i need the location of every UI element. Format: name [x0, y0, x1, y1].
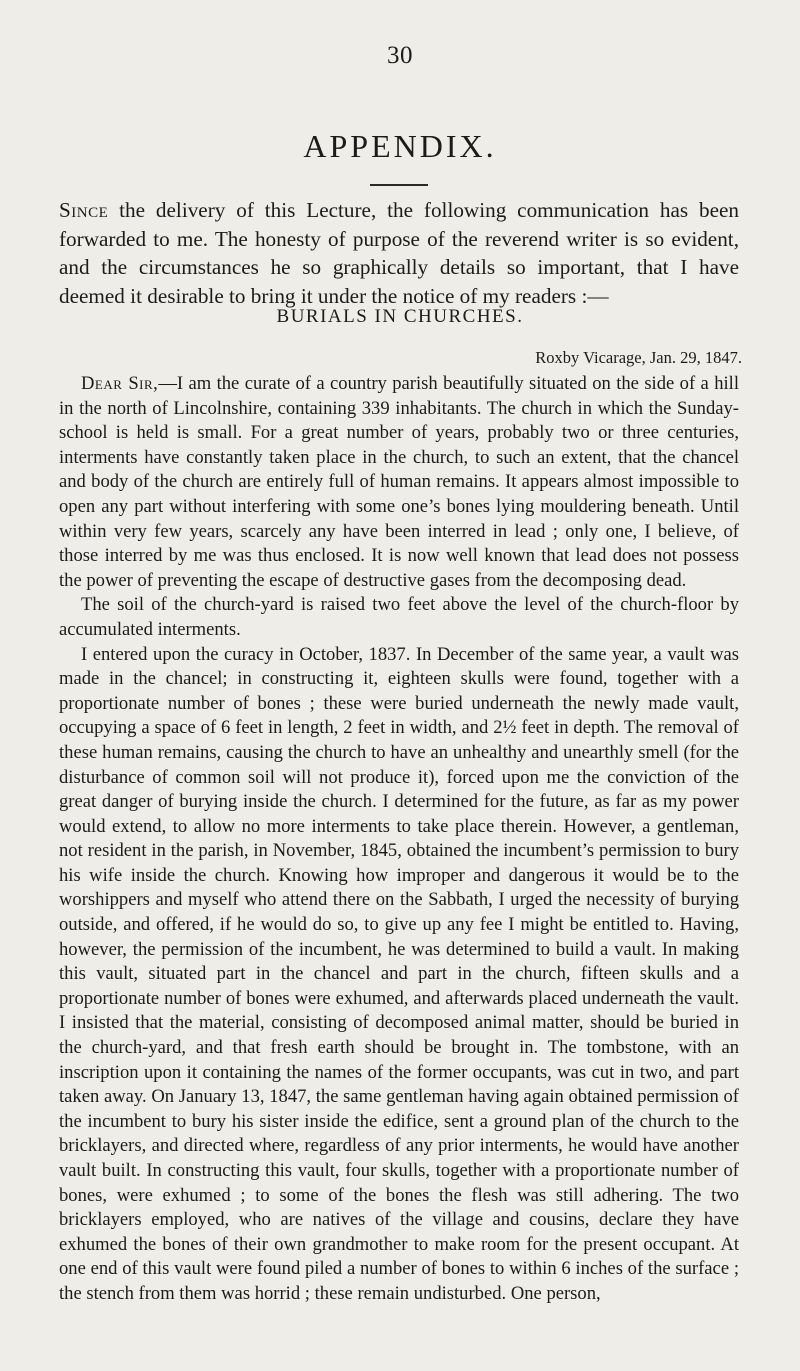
letter-paragraph [59, 372, 739, 593]
letter-dateline: Roxby Vicarage, Jan. 29, 1847. [535, 348, 742, 367]
section-heading: BURIALS IN CHURCHES. [276, 306, 524, 327]
letter-paragraph-text: —I am the curate of a country parish beautifully situated on the side of a hill in the north of Lincolnshire, containing 339 inhabitants. The church in which the Sunday-school is held is small. For a great number of years, probably two or three centuries, interments have constantly taken place in the church, to such an extent, that the chancel and body of the church are entirely full of human remains. It appears almost impossible to open any part without interfering with some one’s bones lying mouldering beneath. Until within very few years, scarcely any have been interred in lead ; only one, I believe, of those interred by me was thus enclosed. It is now well known that lead does not possess the power of preventing the escape of destructive gases from the decomposing dead. [59, 373, 739, 591]
letter-paragraph: The soil of the church-yard is raised two feet above the level of the church-floor by accumulated interments. [59, 594, 739, 640]
intro-paragraph [59, 196, 739, 310]
page-title: APPENDIX. [303, 128, 497, 164]
letter-body [59, 372, 739, 1307]
intro-lead-word: Since [59, 198, 109, 222]
intro-text: the delivery of this Lecture, the following communication has been forwarded to me. The honesty of purpose of the reverend writer is so evident, and the circumstances he so graphically details so important, that I have deemed it desirable to bring it under the notice of my readers :— [59, 198, 739, 308]
letter-paragraph: I entered upon the curacy in October, 1837. In December of the same year, a vault was made in the chancel; in constructing it, eighteen skulls were found, together with a proportionate number of bones ; these were buried underneath the newly made vault, occupying a space of 6 feet in length, 2 feet in width, and 2½ feet in depth. The removal of these human remains, causing the church to have an unhealthy and unearthly smell (for the disturbance of common soil will not produce it), forced upon me the conviction of the great danger of burying inside the church. I determined for the future, as far as my power would extend, to allow no more interments to take place therein. However, a gentleman, not resident in the parish, in November, 1845, obtained the incumbent’s permission to bury his wife inside the church. Knowing how improper and dangerous it would be to the worshippers and myself who attend there on the Sabbath, I urged the necessity of burying outside, and offered, if he would do so, to give up any fee I might be entitled to. Having, however, the permission of the incumbent, he was determined to build a vault. In making this vault, situated part in the chancel and part in the church, fifteen skulls and a proportionate number of bones were exhumed, and afterwards placed underneath the vault. I insisted that the material, consisting of decomposed animal matter, should be buried in the church-yard, and that fresh earth should be brought in. The tombstone, with an inscription upon it containing the names of the former occupants, was cut in two, and part taken away. On January 13, 1847, the same gentleman having again obtained permission of the incumbent to bury his sister inside the edifice, sent a ground plan of the church to the bricklayers, and directed where, regardless of any prior interments, he would have another vault built. In constructing this vault, four skulls, together with a proportionate number of bones, were exhumed ; to some of the bones the flesh was still adhering. The two bricklayers employed, who are natives of the village and cousins, declare they have exhumed the bones of their own grandmother to make room for the present occupant. At one end of this vault were found piled a number of bones to within 6 inches of the surface ; the stench from them was horrid ; these remain undisturbed. One person, [59, 643, 739, 1304]
letter-salutation: Dear Sir, [81, 373, 159, 394]
title-divider [370, 184, 428, 186]
page-number: 30 [387, 42, 413, 69]
